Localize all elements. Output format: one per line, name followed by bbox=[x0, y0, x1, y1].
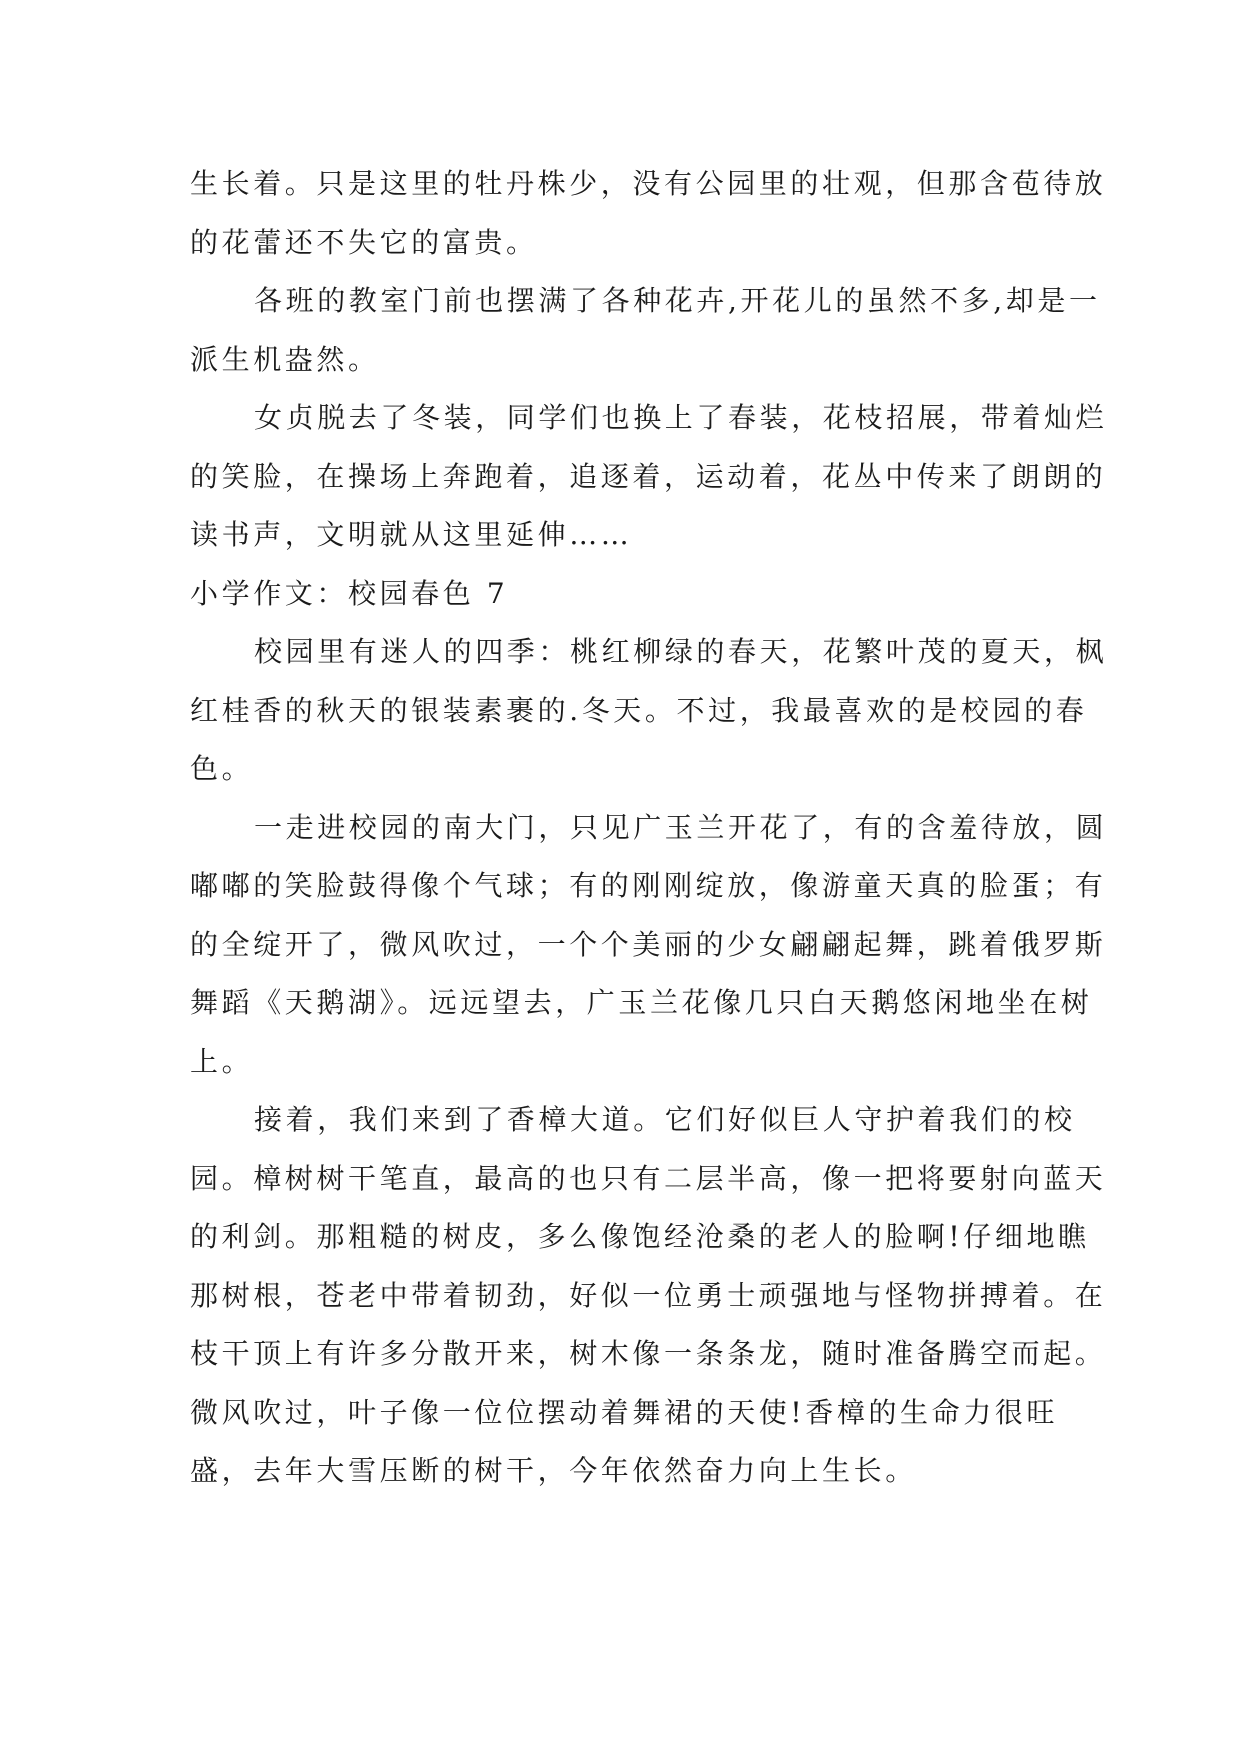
paragraph-classroom-flowers: 各班的教室门前也摆满了各种花卉,开花儿的虽然不多,却是一派生机盎然。 bbox=[190, 284, 1101, 376]
paragraph-continued: 生长着。只是这里的牡丹株少，没有公园里的壮观，但那含苞待放的花蕾还不失它的富贵。 bbox=[190, 167, 1107, 259]
paragraph-four-seasons: 校园里有迷人的四季：桃红柳绿的春天，花繁叶茂的夏天，枫红桂香的秋天的银装素裹的.冬天。不过，我最喜欢的是校园的春色。 bbox=[190, 635, 1108, 785]
paragraph-magnolia: 一走进校园的南大门，只见广玉兰开花了，有的含羞待放，圆嘟嘟的笑脸鼓得像个气球；有的刚刚绽放，像游童天真的脸蛋；有的全绽开了，微风吹过，一个个美丽的少女翩翩起舞，跳着俄罗斯舞蹈《天鹅湖》。远远望去，广玉兰花像几只白天鹅悠闲地坐在树上。 bbox=[190, 810, 1108, 1078]
paragraph-camphor-avenue: 接着，我们来到了香樟大道。它们好似巨人守护着我们的校园。樟树树干笔直，最高的也只有二层半高，像一把将要射向蓝天的利剑。那粗糙的树皮，多么像饱经沧桑的老人的脸啊!仔细地瞧那树根，苍老中带着韧劲，好似一位勇士顽强地与怪物拼搏着。在枝干顶上有许多分散开来，树木像一条条龙，随时准备腾空而起。微风吹过，叶子像一位位摆动着舞裙的天使!香樟的生命力很旺盛，去年大雪压断的树干，今年依然奋力向上生长。 bbox=[190, 1103, 1107, 1487]
paragraph-spring-clothes: 女贞脱去了冬装，同学们也换上了春装，花枝招展，带着灿烂的笑脸，在操场上奔跑着，追逐着，运动着，花丛中传来了朗朗的读书声，文明就从这里延伸…… bbox=[190, 401, 1108, 551]
section-title: 小学作文：校园春色 7 bbox=[190, 576, 509, 610]
document-body bbox=[190, 155, 1120, 1501]
